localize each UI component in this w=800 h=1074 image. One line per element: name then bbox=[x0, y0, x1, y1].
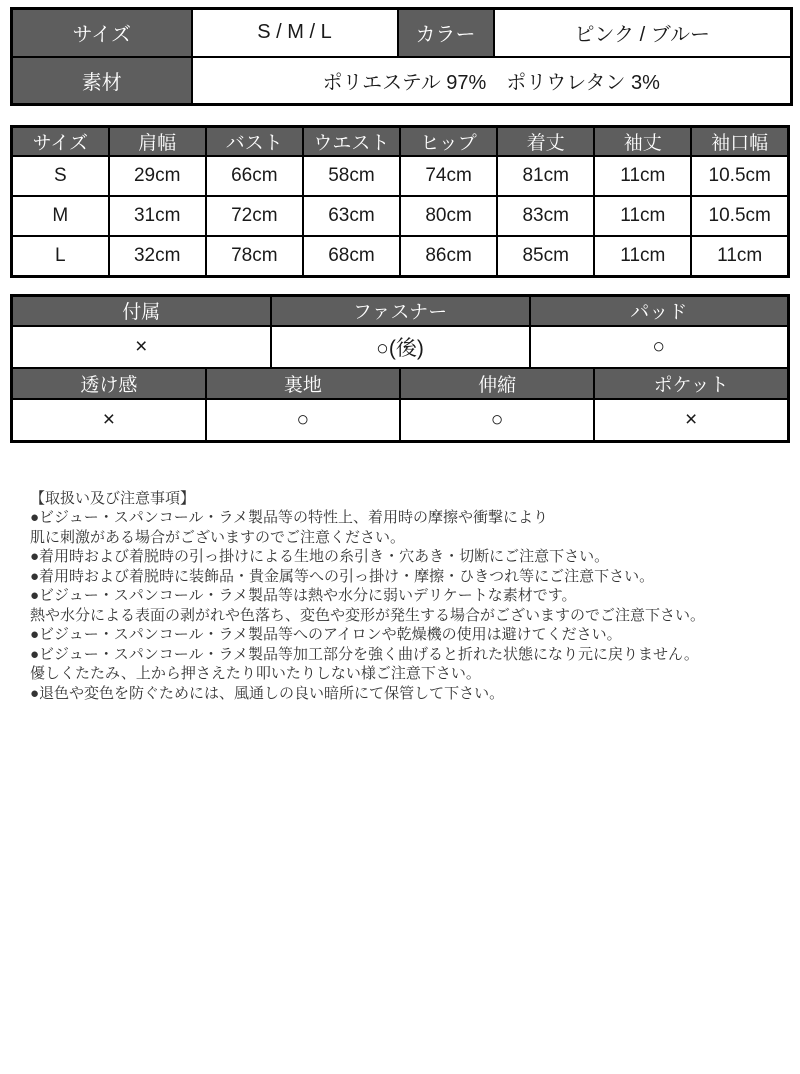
header-sheerness: 透け感 bbox=[12, 368, 206, 399]
col-header-hip: ヒップ bbox=[400, 127, 497, 157]
features-value-row-1 bbox=[12, 326, 789, 368]
cell-hip: 74cm bbox=[400, 156, 497, 196]
cell-length: 83cm bbox=[497, 196, 594, 236]
col-header-waist: ウエスト bbox=[303, 127, 400, 157]
care-note-line: 肌に刺激がある場合がございますのでご注意ください。 bbox=[30, 528, 406, 546]
header-stretch: 伸縮 bbox=[400, 368, 594, 399]
cell-shoulder: 32cm bbox=[109, 236, 206, 276]
measurement-table bbox=[10, 125, 790, 278]
header-lining: 裏地 bbox=[206, 368, 400, 399]
features-table bbox=[10, 294, 790, 443]
cell-size: M bbox=[12, 196, 109, 236]
cell-sleeve: 11cm bbox=[594, 236, 691, 276]
measurement-header-row bbox=[12, 127, 789, 157]
care-note-line: ●ビジュー・スパンコール・ラメ製品等の特性上、着用時の摩擦や衝撃により bbox=[30, 509, 549, 526]
header-fastener: ファスナー bbox=[271, 295, 530, 326]
value-accessories: × bbox=[12, 326, 271, 368]
header-pad: パッド bbox=[530, 295, 789, 326]
value-sheerness: × bbox=[12, 399, 206, 441]
care-note-line: ●ビジュー・スパンコール・ラメ製品等へのアイロンや乾燥機の使用は避けてください。 bbox=[30, 626, 622, 643]
col-header-shoulder: 肩幅 bbox=[109, 127, 206, 157]
cell-shoulder: 29cm bbox=[109, 156, 206, 196]
cell-sleeve: 11cm bbox=[594, 196, 691, 236]
col-header-cuff: 袖口幅 bbox=[691, 127, 788, 157]
info-row-size-color bbox=[12, 9, 792, 57]
info-table bbox=[10, 7, 793, 106]
care-notes-title: 【取扱い及び注意事項】 bbox=[30, 489, 196, 507]
value-stretch: ○ bbox=[400, 399, 594, 441]
cell-bust: 66cm bbox=[206, 156, 303, 196]
care-note-line: ●ビジュー・スパンコール・ラメ製品等加工部分を強く曲げると折れた状態になり元に戻りません。 bbox=[30, 645, 699, 663]
col-header-size: サイズ bbox=[12, 127, 109, 157]
cell-size: S bbox=[12, 156, 109, 196]
cell-length: 81cm bbox=[497, 156, 594, 196]
col-header-sleeve: 袖丈 bbox=[594, 127, 691, 157]
material-value: ポリエステル 97% ポリウレタン 3% bbox=[192, 57, 792, 105]
table-row-l bbox=[12, 236, 789, 276]
cell-cuff: 11cm bbox=[691, 236, 788, 276]
header-pocket: ポケット bbox=[594, 368, 788, 399]
cell-sleeve: 11cm bbox=[594, 156, 691, 196]
care-note-line: ●着用時および着脱時に装飾品・貴金属等への引っ掛け・摩擦・ひきつれ等にご注意下さい。 bbox=[30, 567, 655, 585]
value-pad: ○ bbox=[530, 326, 789, 368]
cell-cuff: 10.5cm bbox=[691, 196, 788, 236]
care-note-line: ●ビジュー・スパンコール・ラメ製品等は熱や水分に弱いデリケートな素材です。 bbox=[30, 587, 577, 604]
info-row-material bbox=[12, 57, 792, 105]
cell-cuff: 10.5cm bbox=[691, 156, 788, 196]
value-pocket: × bbox=[594, 399, 788, 441]
value-fastener: ○(後) bbox=[271, 326, 530, 368]
color-value: ピンク / ブルー bbox=[494, 9, 792, 57]
cell-waist: 63cm bbox=[303, 196, 400, 236]
care-notes bbox=[30, 489, 770, 704]
material-label: 素材 bbox=[12, 57, 192, 105]
features-header-row-1 bbox=[12, 295, 789, 326]
header-accessories: 付属 bbox=[12, 295, 271, 326]
features-value-row-2 bbox=[12, 399, 789, 441]
care-note-line: ●退色や変色を防ぐためには、風通しの良い暗所にて保管して下さい。 bbox=[30, 684, 505, 702]
value-lining: ○ bbox=[206, 399, 400, 441]
col-header-bust: バスト bbox=[206, 127, 303, 157]
care-note-line: ●着用時および着脱時の引っ掛けによる生地の糸引き・穴あき・切断にご注意下さい。 bbox=[30, 548, 610, 565]
col-header-length: 着丈 bbox=[497, 127, 594, 157]
care-note-line: 優しくたたみ、上から押さえたり叩いたりしない様ご注意下さい。 bbox=[30, 665, 481, 682]
cell-hip: 86cm bbox=[400, 236, 497, 276]
cell-shoulder: 31cm bbox=[109, 196, 206, 236]
size-value: S / M / L bbox=[192, 9, 398, 57]
color-label: カラー bbox=[398, 9, 494, 57]
table-row-m bbox=[12, 196, 789, 236]
cell-waist: 68cm bbox=[303, 236, 400, 276]
cell-length: 85cm bbox=[497, 236, 594, 276]
features-header-row-2 bbox=[12, 368, 789, 399]
cell-size: L bbox=[12, 236, 109, 276]
cell-waist: 58cm bbox=[303, 156, 400, 196]
cell-bust: 78cm bbox=[206, 236, 303, 276]
table-row-s bbox=[12, 156, 789, 196]
cell-hip: 80cm bbox=[400, 196, 497, 236]
care-note-line: 熱や水分による表面の剥がれや色落ち、変色や変形が発生する場合がございますのでご注意下さい。 bbox=[30, 606, 706, 624]
cell-bust: 72cm bbox=[206, 196, 303, 236]
size-label: サイズ bbox=[12, 9, 192, 57]
